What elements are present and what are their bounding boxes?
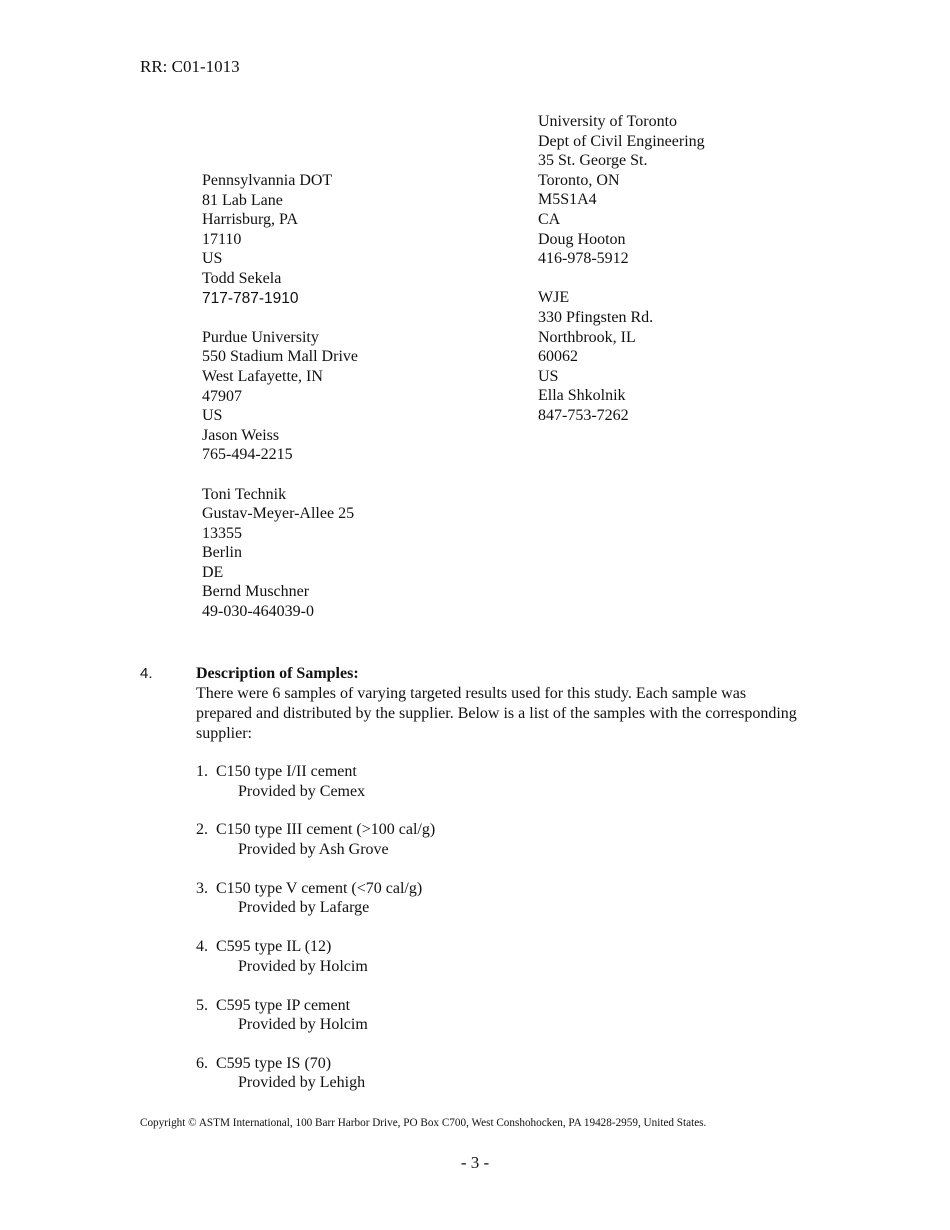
lab-city: Northbrook, IL [538, 328, 636, 346]
lab-name: Purdue University [202, 328, 319, 346]
lab-list-right [538, 112, 705, 445]
lab-name: WJE [538, 289, 570, 307]
sample-number: 4. [196, 938, 208, 956]
lab-city: Toronto, ON [538, 171, 620, 189]
lab-department: Dept of Civil Engineering [538, 132, 705, 150]
sample-number: 6. [196, 1054, 208, 1072]
lab-contact: Ella Shkolnik [538, 387, 626, 405]
lab-country: US [202, 407, 223, 425]
lab-address: Gustav-Meyer-Allee 25 [202, 505, 355, 523]
lab-country: DE [202, 563, 224, 581]
list-item [196, 820, 435, 859]
lab-postal: M5S1A4 [538, 191, 597, 209]
sample-name: C595 type IS (70) [216, 1054, 332, 1072]
sample-provider: Provided by Holcim [238, 957, 368, 975]
lab-address: 81 Lab Lane [202, 191, 283, 209]
lab-country: CA [538, 210, 561, 228]
lab-name: Toni Technik [202, 485, 287, 503]
lab-address: 330 Pfingsten Rd. [538, 308, 654, 326]
section-body: There were 6 samples of varying targeted results used for this study. Each sample was prepared and distributed by the supplier. Below is a list of the samples with the corresponding supplier: [196, 685, 797, 742]
lab-city: Harrisburg, PA [202, 211, 299, 229]
lab-address: 550 Stadium Mall Drive [202, 348, 358, 366]
lab-address: 35 St. George St. [538, 152, 648, 170]
lab-phone: 765-494-2215 [202, 446, 293, 464]
lab-phone: 847-753-7262 [538, 406, 629, 424]
lab-country: US [538, 367, 559, 385]
list-item [196, 762, 435, 801]
sample-list [196, 762, 435, 1112]
lab-block [538, 288, 705, 425]
lab-postal: 13355 [202, 524, 242, 542]
lab-phone: 49-030-464039-0 [202, 603, 314, 621]
lab-block [202, 485, 358, 622]
sample-number: 5. [196, 996, 208, 1014]
lab-list-left [202, 171, 358, 641]
sample-name: C595 type IL (12) [216, 938, 332, 956]
lab-phone: 717-787-1910 [202, 289, 299, 307]
page-number: - 3 - [460, 1153, 490, 1172]
lab-block [202, 328, 358, 465]
lab-country: US [202, 250, 223, 268]
lab-name: University of Toronto [538, 113, 678, 130]
sample-name: C595 type IP cement [216, 996, 351, 1014]
list-item [196, 996, 435, 1035]
lab-postal: 47907 [202, 387, 242, 405]
lab-contact: Bernd Muschner [202, 583, 310, 601]
sample-number: 3. [196, 879, 208, 897]
lab-block [202, 171, 358, 308]
list-item [196, 937, 435, 976]
lab-contact: Doug Hooton [538, 230, 626, 248]
section-number: 4. [140, 665, 153, 682]
sample-provider: Provided by Cemex [238, 782, 366, 800]
sample-name: C150 type V cement (<70 cal/g) [216, 879, 423, 897]
section-title: Description of Samples: [196, 665, 359, 682]
report-id: RR: C01-1013 [140, 57, 240, 76]
copyright-notice: Copyright © ASTM International, 100 Barr Harbor Drive, PO Box C700, West Conshohocken, PA 19428-2959, United States. [140, 1117, 707, 1129]
lab-city: Berlin [202, 544, 242, 562]
lab-postal: 60062 [538, 348, 578, 366]
sample-provider: Provided by Ash Grove [238, 840, 389, 858]
lab-contact: Todd Sekela [202, 269, 282, 287]
sample-number: 1. [196, 763, 208, 780]
lab-block [538, 112, 705, 269]
list-item [196, 879, 435, 918]
lab-contact: Jason Weiss [202, 426, 280, 444]
lab-phone: 416-978-5912 [538, 250, 629, 268]
lab-name: Pennsylvannia DOT [202, 172, 333, 189]
sample-provider: Provided by Holcim [238, 1016, 368, 1034]
sample-name: C150 type I/II cement [216, 763, 357, 780]
lab-city: West Lafayette, IN [202, 367, 323, 385]
list-item [196, 1054, 435, 1093]
sample-name: C150 type III cement (>100 cal/g) [216, 821, 436, 839]
sample-provider: Provided by Lafarge [238, 899, 370, 917]
sample-number: 2. [196, 821, 208, 839]
lab-postal: 17110 [202, 230, 242, 248]
sample-provider: Provided by Lehigh [238, 1074, 366, 1092]
